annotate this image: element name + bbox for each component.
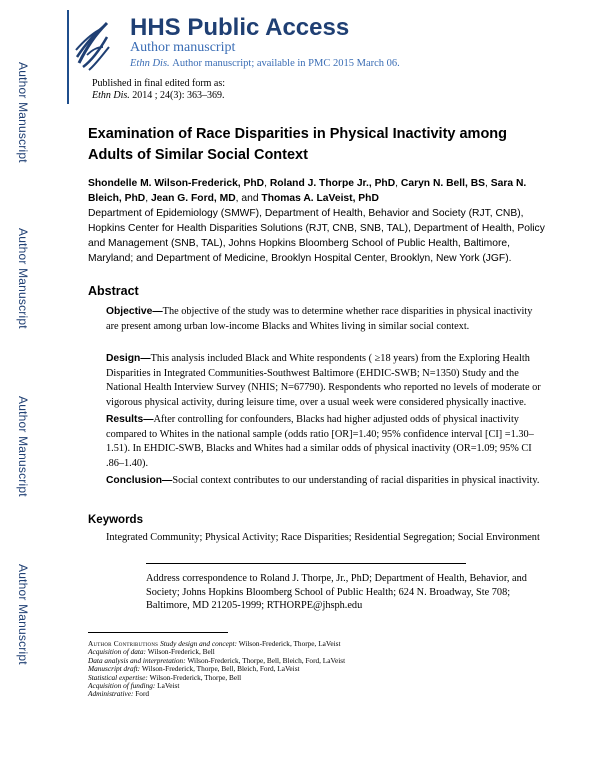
citation-journal: Ethn Dis. [92, 90, 130, 101]
sidebar-author-manuscript-label: Author Manuscript [16, 396, 30, 497]
journal-abbrev: Ethn Dis. [130, 58, 170, 69]
contribution-names: Wilson-Frederick, Thorpe, Bell, Bleich, Ford, LaVeist [141, 664, 300, 674]
section-text: After controlling for confounders, Blacks had higher adjusted odds of physical inactivity compared to Whites in the national sample (odds ratio [OR]=1.40; 95% confidence interval [CI] =1.30–1.51). In EHDIC-SWB, Blacks and Whites had a similar odds of physical inactivity (OR=1.09; 95% CI .86–1.40). [106, 414, 534, 469]
contribution-names: LaVeist [157, 681, 180, 691]
section-label: Conclusion— [106, 475, 173, 486]
author-block [88, 176, 548, 266]
abstract-heading: Abstract [88, 284, 139, 298]
divider [88, 632, 228, 633]
author-separator: , [395, 178, 401, 189]
correspondence-address: Address correspondence to Roland J. Thorpe, Jr., PhD; Department of Health, Behavior, and Society; Johns Hopkins Bloomberg School of Public Health; 624 N. Broadway, Ste 708; Baltimore, MD 21205-1999; RTHORPE@jhsph.edu [146, 573, 527, 611]
contribution-role: Administrative: [88, 689, 136, 699]
keywords-heading: Keywords [88, 514, 143, 526]
contribution-role: Statistical expertise: [88, 672, 150, 682]
section-text: The objective of the study was to determine whether race disparities in physical inactivity are present among urban low-income Blacks and Whites living in similar social context. [106, 306, 533, 332]
divider [146, 563, 466, 564]
author-manuscript-subtitle: Author manuscript [130, 40, 236, 55]
author-name: Jean G. Ford, MD [150, 193, 236, 204]
author-separator: , and [235, 193, 262, 204]
abstract-results [106, 413, 546, 471]
author-name: Thomas A. LaVeist, PhD [261, 193, 379, 204]
author-list [88, 178, 526, 204]
hhs-eagle-logo-icon [73, 17, 113, 75]
contribution-line [88, 682, 558, 690]
availability-line [130, 58, 400, 69]
author-name: Sara N. Bleich, PhD [88, 178, 527, 204]
author-separator: , [264, 178, 270, 189]
abstract-conclusion [106, 474, 546, 489]
availability-text: Author manuscript; available in PMC 2015 March 06. [172, 58, 400, 69]
contribution-role: Acquisition of data: [88, 647, 148, 657]
contribution-names: Wilson-Frederick, Bell [147, 647, 215, 657]
contribution-names: Wilson-Frederick, Thorpe, Bell [149, 672, 242, 682]
section-label: Design— [106, 353, 151, 364]
contribution-role: Manuscript draft: [88, 664, 142, 674]
author-name: Roland J. Thorpe Jr., PhD [269, 178, 396, 189]
contribution-role: Study design and concept: [160, 639, 239, 648]
contribution-line [88, 690, 558, 698]
article-title: Examination of Race Disparities in Physical Inactivity among Adults of Similar Social Context [88, 126, 508, 163]
abstract-objective [106, 305, 546, 334]
contribution-role: Data analysis and interpretation: [88, 655, 188, 665]
section-label: Objective— [106, 306, 163, 317]
section-text: This analysis included Black and White respondents ( ≥18 years) from the Exploring Health Disparities in Integrated Communities-Southwest Baltimore (EHDIC-SWB; N=1350) Study and the National Health Interview Survey (NHIS; N=67790). Respondents who reported no levels of moderate or vigorous physical activity, during leisure time, over a usual week were considered physically inactive. [106, 353, 541, 408]
hhs-public-access-title: HHS Public Access [130, 14, 350, 41]
citation-details: 2014 ; 24(3): 363–369. [132, 90, 225, 101]
sidebar-author-manuscript-label: Author Manuscript [16, 564, 30, 665]
author-name: Shondelle M. Wilson-Frederick, PhD [88, 178, 265, 189]
contribution-heading: Author Contributions [88, 639, 161, 648]
sidebar-author-manuscript-label: Author Manuscript [16, 228, 30, 329]
contribution-role: Acquisition of funding: [88, 681, 158, 691]
header-rule [67, 10, 69, 104]
citation-line [92, 90, 225, 101]
abstract-design [106, 352, 546, 410]
section-text: Social context contributes to our understanding of racial disparities in physical inactivity. [172, 475, 540, 486]
contribution-names: Wilson-Frederick, Thorpe, LaVeist [238, 639, 341, 648]
author-separator: , [485, 178, 491, 189]
section-label: Results— [106, 414, 154, 425]
affiliations: Department of Epidemiology (SMWF), Department of Health, Behavior and Society (RJT, CNB), Hopkins Center for Health Disparities Solutions (RJT, CNB, SNB, TAL), Department of Health, Policy and Management (SNB, TAL), Johns Hopkins Bloomberg School of Public Health, Baltimore, Maryland; and Department of Medicine, Brooklyn Hospital Center, Brooklyn, New York (JGF). [88, 208, 545, 264]
author-separator: , [145, 193, 151, 204]
contribution-names: Ford [135, 689, 150, 699]
author-contributions [88, 640, 558, 699]
author-name: Caryn N. Bell, BS [400, 178, 486, 189]
keywords-text: Integrated Community; Physical Activity; Race Disparities; Residential Segregation; Social Environment [106, 532, 540, 543]
sidebar-author-manuscript-label: Author Manuscript [16, 62, 30, 163]
published-label: Published in final edited form as: [92, 78, 226, 89]
contribution-names: Wilson-Frederick, Thorpe, Bell, Bleich, Ford, LaVeist [187, 655, 346, 665]
